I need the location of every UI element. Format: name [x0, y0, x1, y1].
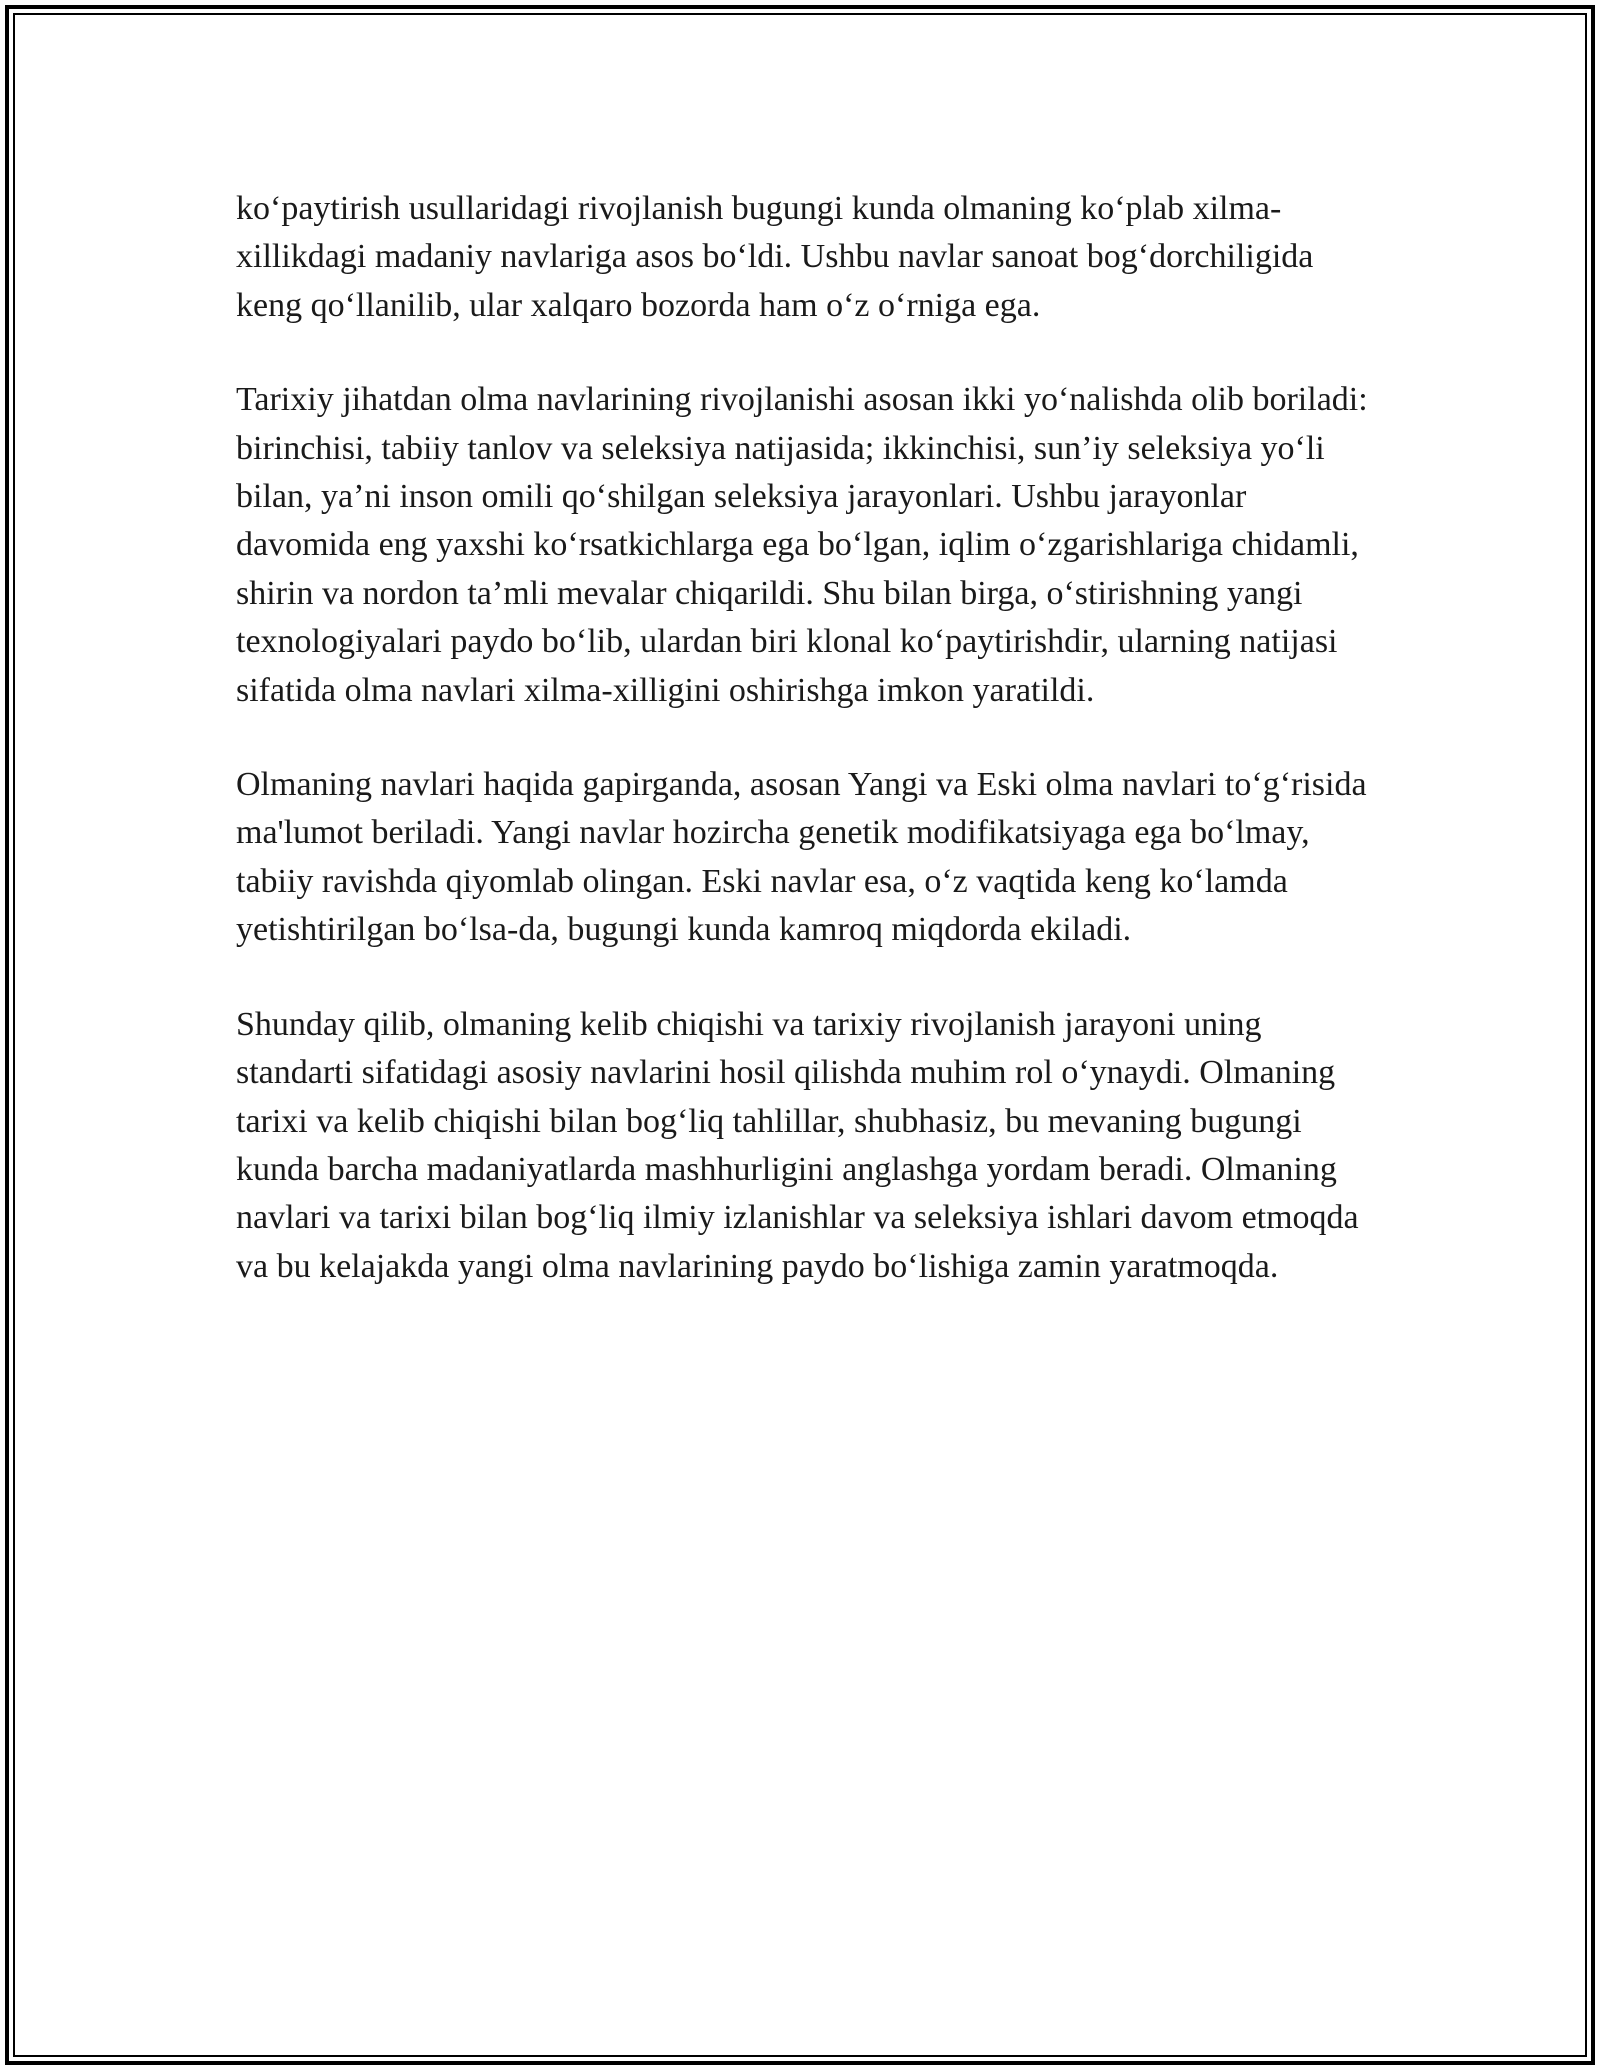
paragraph-4: Shunday qilib, olmaning kelib chiqishi va tarixiy rivojlanish jarayoni uning standarti sifatidagi asosiy navlarini hosil qilishda muhim rol o‘ynaydi. Olmaning tarixi va kelib chiqishi bilan bog‘liq tahlillar, shubhasiz, bu mevaning bugungi kunda barcha madaniyatlarda mashhurligini anglashga yordam beradi. Olmaning navlari va tarixi bilan bog‘liq ilmiy izlanishlar va seleksiya ishlari davom etmoqda va bu kelajakda yangi olma navlarining paydo bo‘lishiga zamin yaratmoqda.	[236, 1005, 1359, 1285]
paragraph-2: Tarixiy jihatdan olma navlarining rivojlanishi asosan ikki yo‘nalishda olib boriladi: birinchisi, tabiiy tanlov va seleksiya natijasida; ikkinchisi, sun’iy seleksiya yo‘li bilan, ya’ni inson omili qo‘shilgan seleksiya jarayonlari. Ushbu jarayonlar davomida eng yaxshi ko‘rsatkichlarga ega bo‘lgan, iqlim o‘zgarishlariga chidamli, shirin va nordon ta’mli mevalar chiqarildi. Shu bilan birga, o‘stirishning yangi texnologiyalari paydo bo‘lib, ulardan biri klonal ko‘paytirishdir, ularning natijasi sifatida olma navlari xilma-xilligini oshirishga imkon yaratildi.	[236, 381, 1368, 709]
paragraph-1: ko‘paytirish usullaridagi rivojlanish bugungi kunda olmaning ko‘plab xilma-xillikdagi madaniy navlariga asos bo‘ldi. Ushbu navlar sanoat bog‘dorchiligida keng qo‘llanilib, ular xalqaro bozorda ham o‘z o‘rniga ega.	[236, 190, 1314, 324]
paragraph-3: Olmaning navlari haqida gapirganda, asosan Yangi va Eski olma navlari to‘g‘risida ma'lumot beriladi. Yangi navlar hozircha genetik modifikatsiyaga ega bo‘lmay, tabiiy ravishda qiyomlab olingan. Eski navlar esa, o‘z vaqtida keng ko‘lamda yetishtirilgan bo‘lsa-da, bugungi kunda kamroq miqdorda ekiladi.	[236, 766, 1367, 949]
document-body	[236, 185, 1386, 1337]
